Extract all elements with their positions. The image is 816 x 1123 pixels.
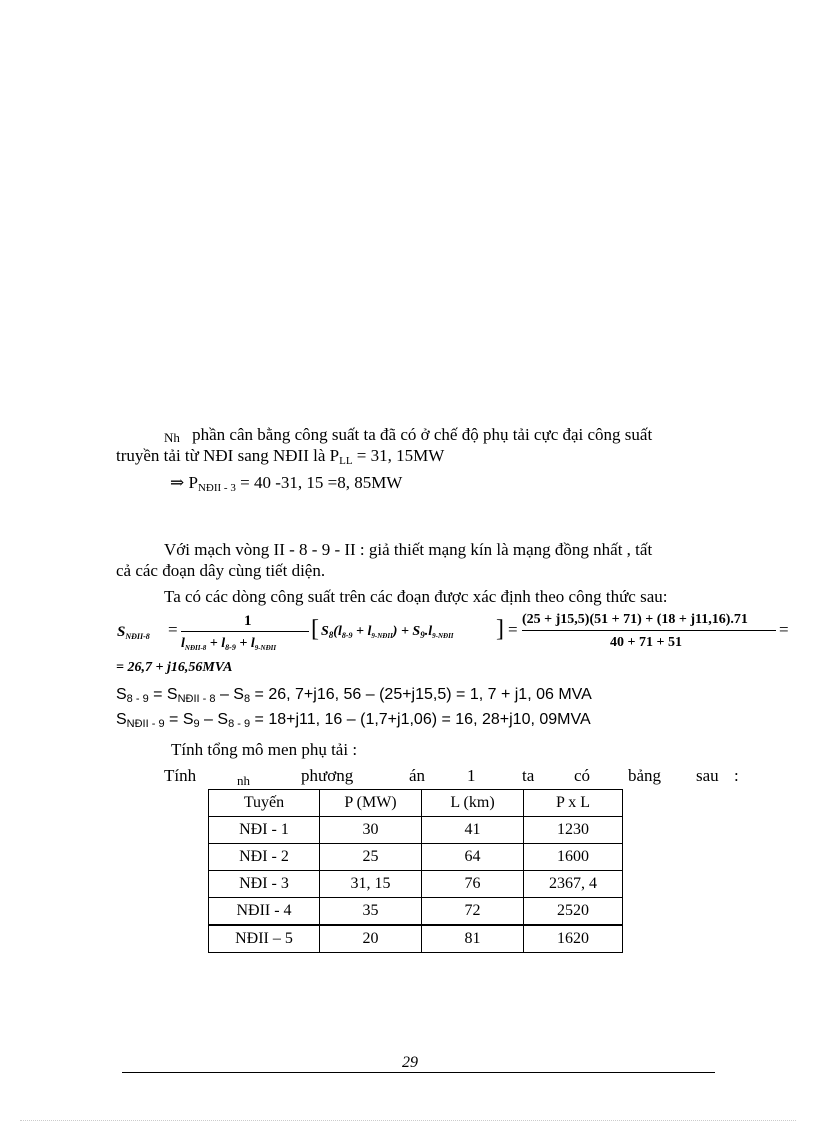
para1-line2: truyền tải từ NĐI sang NĐII là $P_{LL} = 31$, 15MW	[116, 446, 445, 467]
table-row: NĐI - 3 31, 15 76 2367, 4	[209, 871, 623, 898]
frac1-denominator: $l_{NĐII-8} + l_{8-9} + l_{9-NĐII}$	[181, 636, 277, 652]
page-edge-divider	[20, 1120, 796, 1121]
frac2-numerator: (25 + j15,5)(51 + 71) + (18 + j11,16).71	[522, 612, 748, 627]
eq-s89: $S_{8 - 9} = S_{NĐII - 8} - S_8 = 26$, 7+j16, 56 – (25+j15,5) = 1, 7 + j1, 06 MVA	[116, 686, 592, 705]
header-route: Tuyến	[209, 790, 320, 817]
para2-line2: cả các đoạn dây cùng tiết diện.	[116, 561, 326, 580]
page-number: 29	[402, 1054, 418, 1071]
header-product: P x L	[524, 790, 623, 817]
left-bracket: [	[311, 616, 319, 642]
formula-result: = 26,7 + j16,56MVA	[116, 660, 233, 675]
frac2-denominator: 40 + 71 + 51	[610, 635, 682, 650]
eq-snd9: $S_{NĐII - 9} = S_9 - S_{8 - 9} = 18+j11$, 16 – (1,7+j1,06) = 16, 28+j10, 09MVA	[116, 711, 591, 730]
para1-nh: Nh	[164, 430, 180, 445]
footer-rule	[122, 1072, 715, 1073]
load-moment-table	[208, 789, 623, 953]
bracket-content: $S_8(l_{8-9} + l_{9-NĐII}) + S_9.l_{9-NĐII}$	[321, 624, 454, 640]
table-row: NĐII - 4 35 72 2520	[209, 898, 623, 926]
table-header-row	[209, 790, 623, 817]
frac2-bar	[522, 630, 776, 631]
header-length: L (km)	[422, 790, 524, 817]
right-bracket: ]	[496, 616, 504, 642]
frac1-bar	[181, 631, 309, 632]
table-row: NĐI - 2 25 64 1600	[209, 844, 623, 871]
para3-line1: Tính tổng mô men phụ tải :	[171, 740, 358, 759]
para2-line1: Với mạch vòng II - 8 - 9 - II : giả thiết mạng kín là mạng đồng nhất , tất	[164, 540, 653, 559]
para1-line3: ⇒ $P_{NĐII - 3} = 40$ -31, 15 =8, 85MW	[170, 473, 403, 494]
para2-line3: Ta có các dòng công suất trên các đoạn được xác định theo công thức sau:	[164, 587, 668, 606]
table-row: NĐI - 1 30 41 1230	[209, 817, 623, 844]
frac1-numerator: 1	[244, 613, 252, 629]
para1-line1: Nh phần cân bằng công suất ta đã có ở chế độ phụ tải cực đại công suất	[164, 425, 653, 445]
header-power: P (MW)	[320, 790, 422, 817]
implies-icon: ⇒	[170, 473, 185, 492]
table-row: NĐII – 5 20 81 1620	[209, 925, 623, 953]
